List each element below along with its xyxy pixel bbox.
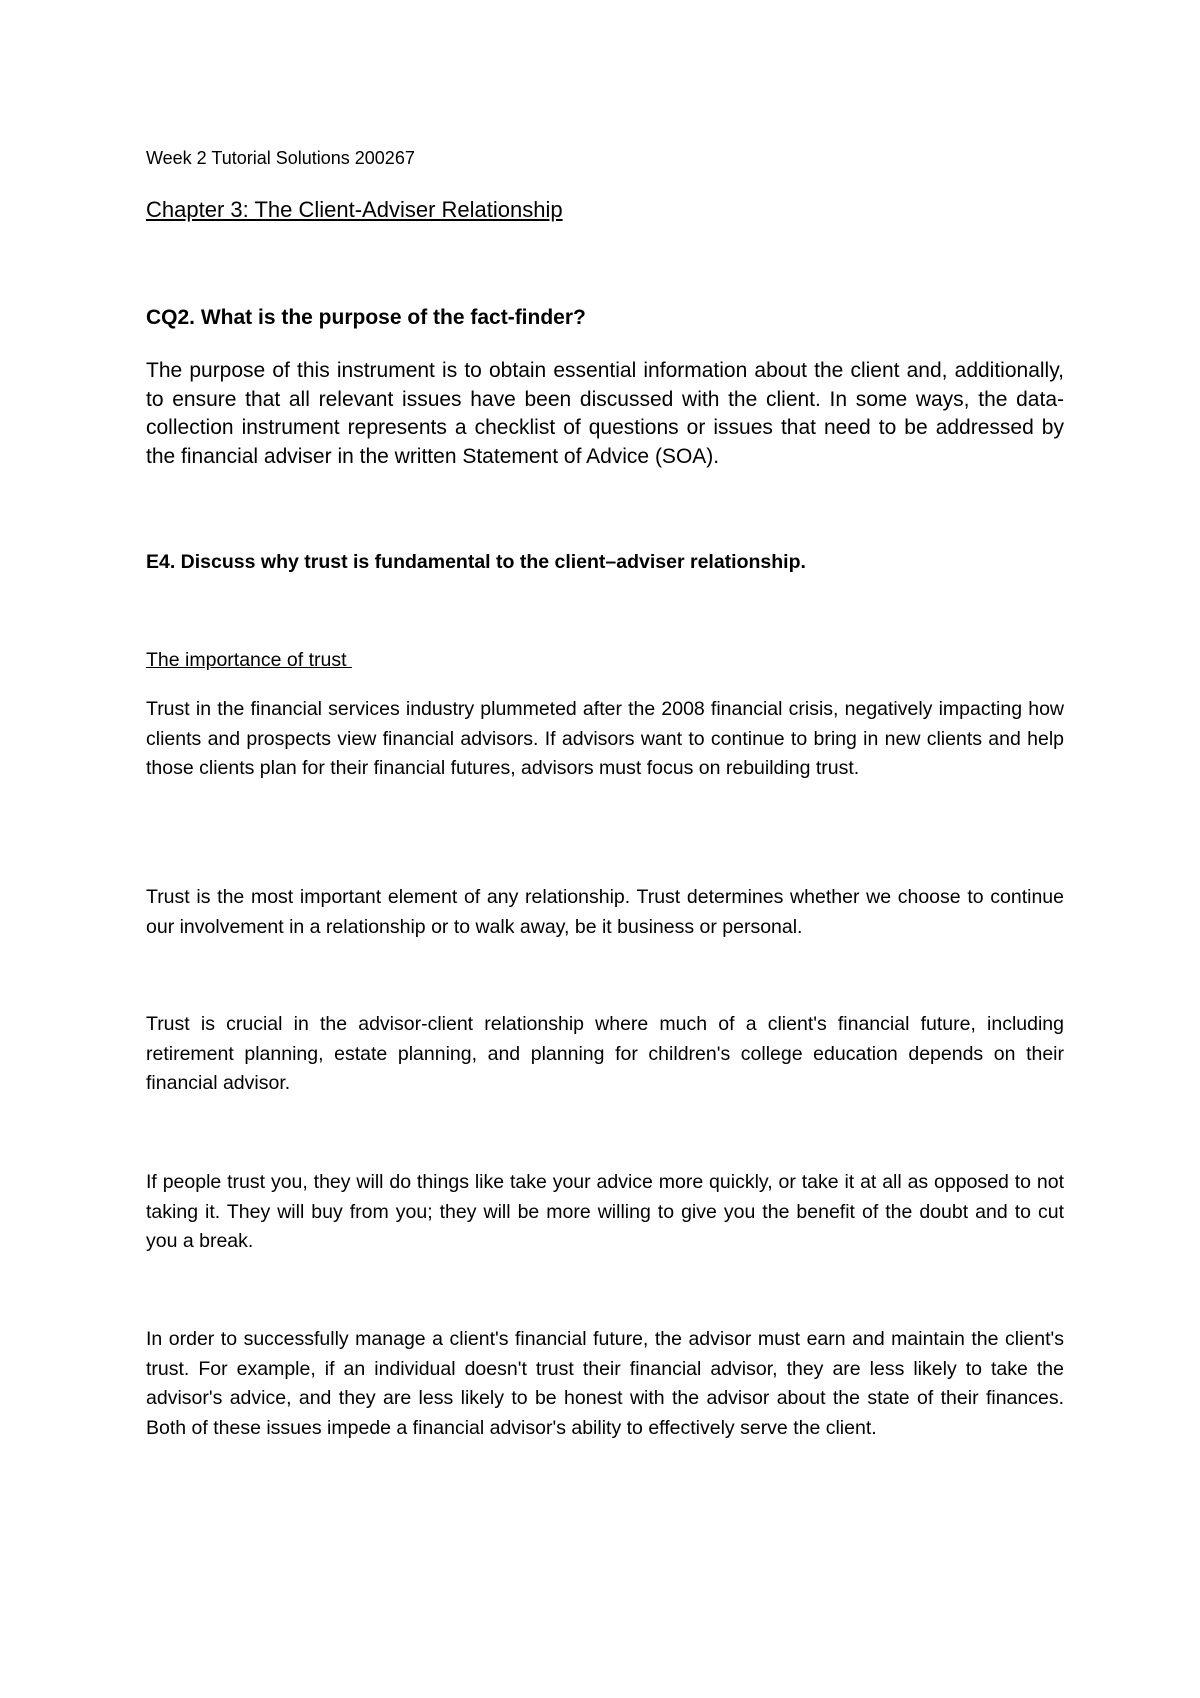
question-e4: E4. Discuss why trust is fundamental to the client–adviser relationship. bbox=[146, 551, 806, 573]
question-cq2: CQ2. What is the purpose of the fact-finder? bbox=[146, 306, 586, 329]
paragraph-manage-financial-future: In order to successfully manage a client's financial future, the advisor must earn and maintain the client's trust. For example, if an individual doesn't trust their financial advisor, they are less likely to take the advisor's advice, and they are less likely to be honest with the advisor about the state of their finances. Both of these issues impede a financial advisor's ability to effectively serve the client. bbox=[146, 1328, 1064, 1439]
paragraph-people-trust-you: If people trust you, they will do things like take your advice more quickly, or take it at all as opposed to not taking it. They will buy from you; they will be more willing to give you the benefit of the doubt and to cut you a break. bbox=[146, 1171, 1064, 1252]
subheading-importance-of-trust: The importance of trust bbox=[146, 649, 352, 671]
answer-cq2: The purpose of this instrument is to obtain essential information about the client and, additionally, to ensure that all relevant issues have been discussed with the client. In some ways, the data-collection instrument represents a checklist of questions or issues that need to be addressed by the financial adviser in the written Statement of Advice (SOA). bbox=[146, 359, 1064, 468]
paragraph-trust-financial-crisis: Trust in the financial services industry plummeted after the 2008 financial crisis, negatively impacting how clients and prospects view financial advisors. If advisors want to continue to bring in new clients and help those clients plan for their financial futures, advisors must focus on rebuilding trust. bbox=[146, 698, 1064, 779]
chapter-title: Chapter 3: The Client-Adviser Relationship bbox=[146, 197, 563, 222]
paragraph-trust-most-important: Trust is the most important element of any relationship. Trust determines whether we choose to continue our involvement in a relationship or to walk away, be it business or personal. bbox=[146, 886, 1064, 938]
document-header: Week 2 Tutorial Solutions 200267 bbox=[146, 148, 415, 168]
paragraph-trust-crucial: Trust is crucial in the advisor-client relationship where much of a client's financial future, including retirement planning, estate planning, and planning for children's college education depends on their financial advisor. bbox=[146, 1013, 1064, 1094]
